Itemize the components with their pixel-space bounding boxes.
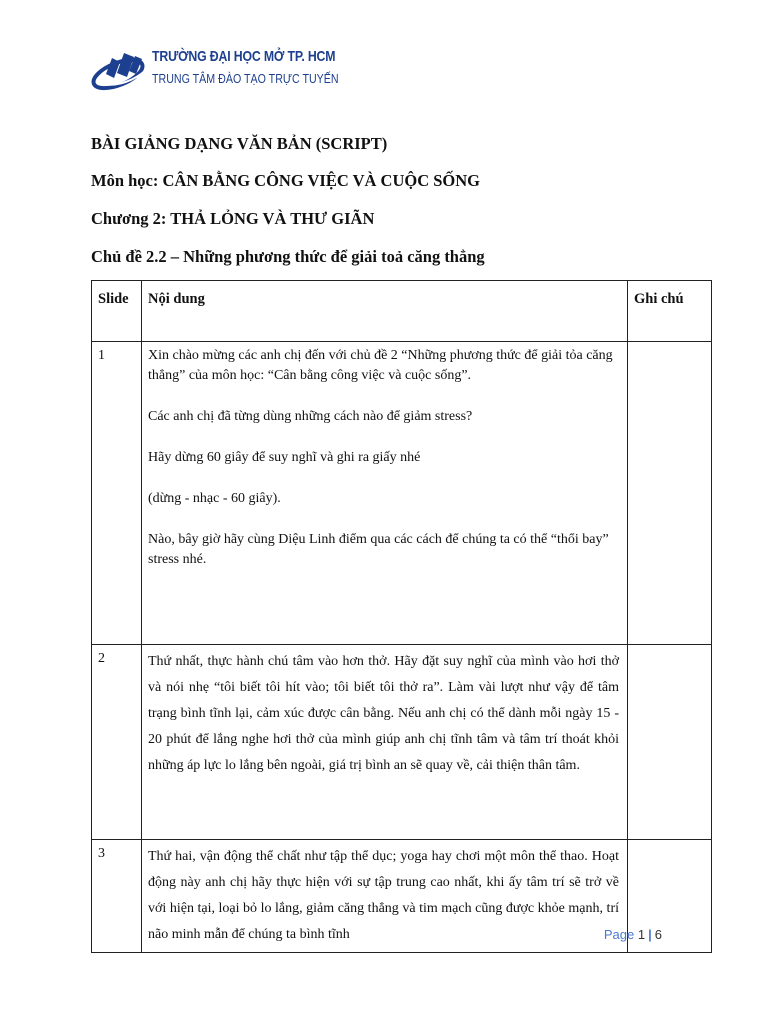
slide-number: 1 (92, 342, 142, 645)
document-title: BÀI GIẢNG DẠNG VĂN BẢN (SCRIPT) (91, 134, 388, 153)
content-paragraph: Các anh chị đã từng dùng những cách nào để giảm stress? (148, 409, 473, 424)
slide-content (142, 840, 628, 953)
content-paragraph: Nào, bây giờ hãy cùng Diệu Linh điểm qua các cách để chúng ta có thể “thổi bay” stress nhé. (148, 532, 609, 567)
slide-number: 2 (92, 645, 142, 840)
university-logo (90, 44, 339, 96)
slide-content (142, 342, 628, 645)
content-paragraph: Thứ hai, vận động thể chất như tập thể dục; yoga hay chơi một môn thể thao. Hoạt động này anh chị hãy thực hiện với sự tập trung cao nhất, khi ấy tâm trí sẽ trở về với hiện tại, loại bỏ lo lắng, giảm căng thẳng và tim mạch cũng được khỏe mạnh, trí não minh mẫn để chúng ta bình tĩnh (148, 849, 619, 942)
table-row (92, 342, 712, 645)
content-paragraph: Thứ nhất, thực hành chú tâm vào hơn thở. Hãy đặt suy nghĩ của mình vào hơi thở và nói nhẹ “tôi biết tôi hít vào; tôi biết tôi thở ra”. Làm vài lượt như vậy để tâm trạng bình tĩnh lại, cảm xúc được cân bằng. Nếu anh chị có thể dành mỗi ngày 15 - 20 phút để lắng nghe hơi thở của mình giúp anh chị tĩnh tâm và tâm trí thoát khỏi những áp lực lo lắng bên ngoài, giá trị bình an sẽ quay về, cải thiện thân tâm. (148, 654, 619, 773)
slide-number: 3 (92, 840, 142, 953)
table-row (92, 645, 712, 840)
page-separator: | (648, 927, 652, 942)
header-content: Nội dung (142, 281, 628, 342)
slide-content (142, 645, 628, 840)
logo-university-name: TRƯỜNG ĐẠI HỌC MỞ TP. HCM (152, 48, 336, 65)
table-header-row (92, 281, 712, 342)
slide-notes (628, 342, 712, 645)
topic-heading: Chủ đề 2.2 – Những phương thức để giải toả căng thẳng (91, 247, 485, 266)
slide-notes (628, 645, 712, 840)
content-paragraph: (dừng - nhạc - 60 giây). (148, 491, 281, 506)
total-pages: 6 (654, 927, 662, 942)
content-paragraph: Xin chào mừng các anh chị đến với chủ đề 2 “Những phương thức để giải tỏa căng thẳng” của môn học: “Cân bằng công việc và cuộc sống”. (148, 348, 613, 383)
page-label: Page (603, 927, 635, 942)
logo-center-name: TRUNG TÂM ĐÀO TẠO TRỰC TUYẾN (152, 71, 339, 86)
subject-heading: Môn học: CÂN BẰNG CÔNG VIỆC VÀ CUỘC SỐNG (91, 171, 480, 190)
content-paragraph: Hãy dừng 60 giây để suy nghĩ và ghi ra giấy nhé (148, 450, 421, 465)
university-emblem-icon (90, 44, 150, 96)
header-slide: Slide (92, 281, 142, 342)
page-footer (604, 927, 662, 942)
script-table (91, 280, 712, 953)
chapter-heading: Chương 2: THẢ LỎNG VÀ THƯ GIÃN (91, 209, 375, 228)
header-notes: Ghi chú (628, 281, 712, 342)
page-number: 1 (637, 927, 646, 942)
